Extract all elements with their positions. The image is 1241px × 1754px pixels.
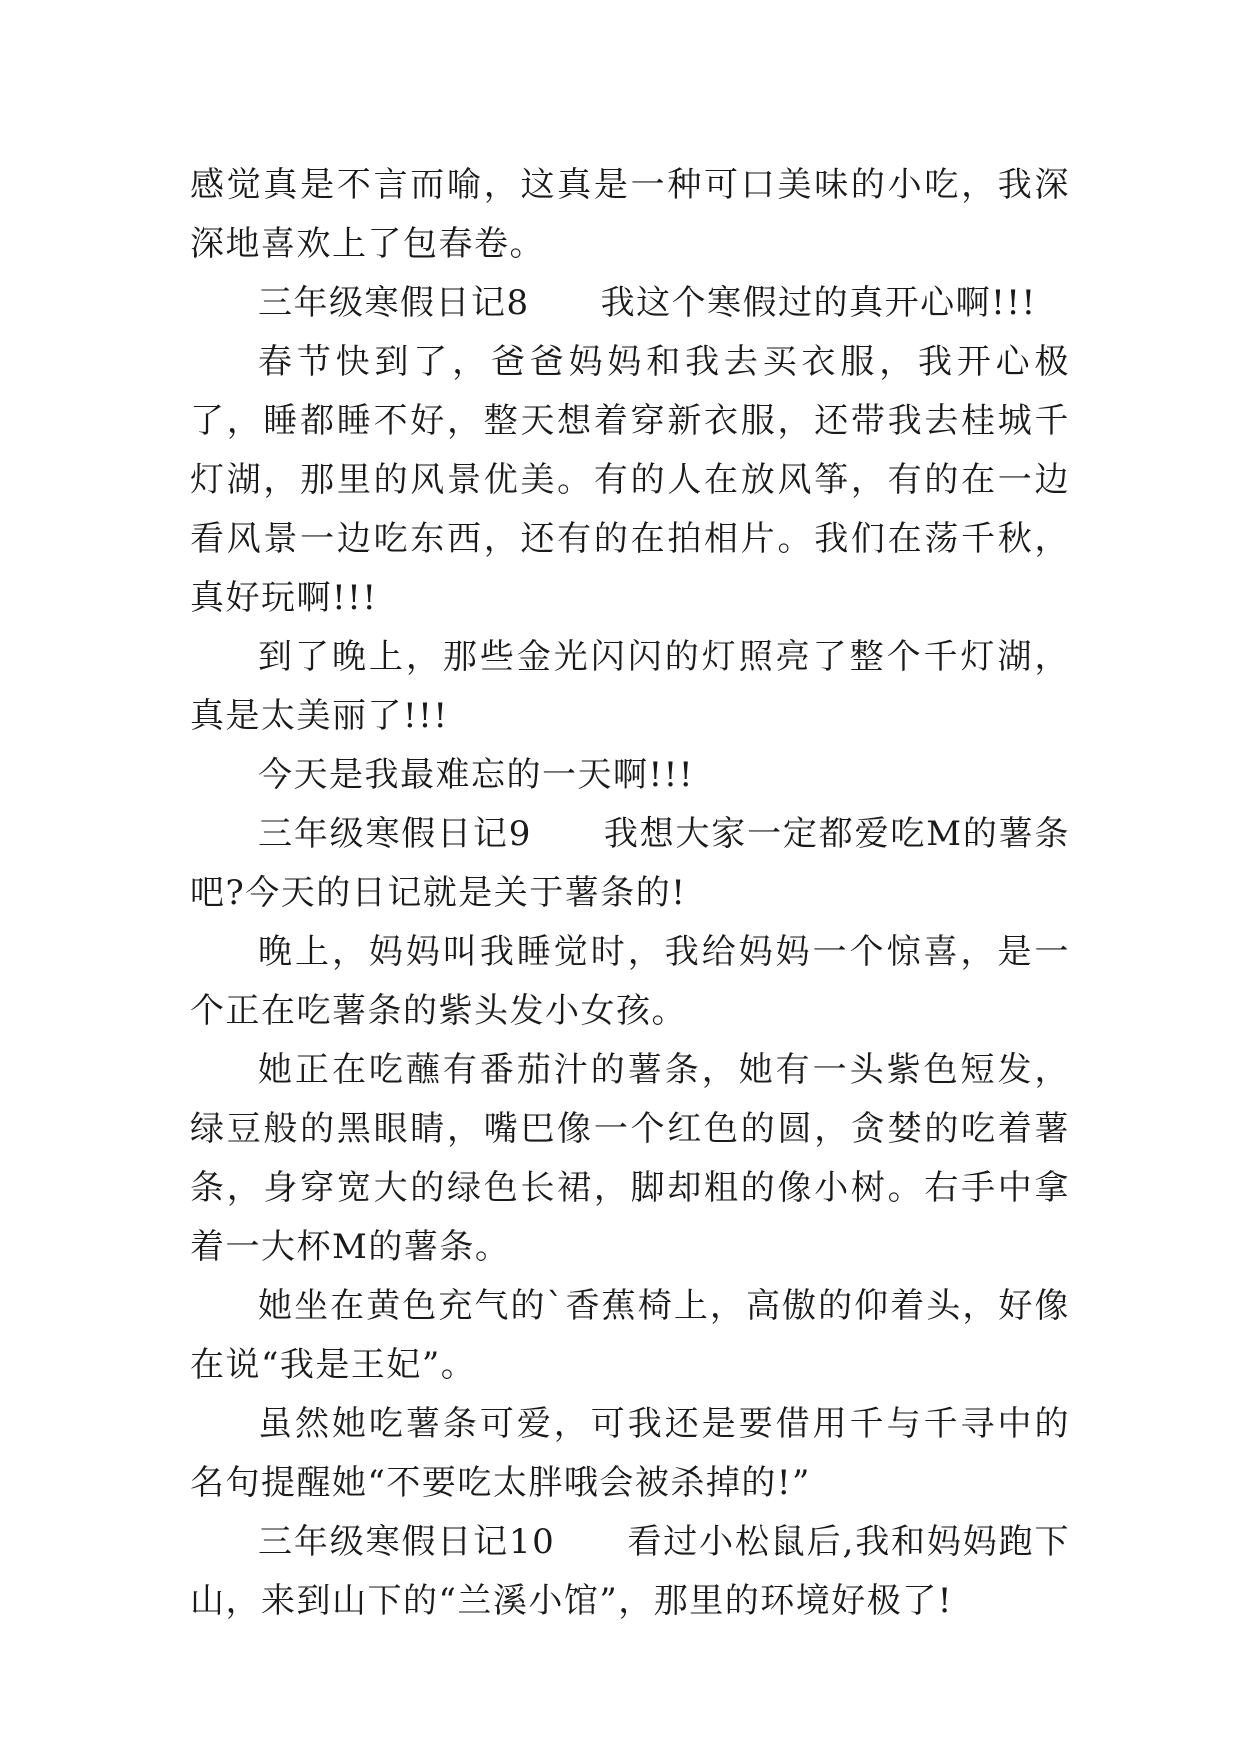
paragraph-diary-8-heading: 三年级寒假日记8 我这个寒假过的真开心啊!!! — [258, 283, 1037, 323]
document-body — [190, 156, 1070, 1631]
paragraph-diary-10-heading: 三年级寒假日记10 看过小松鼠后,我和妈妈跑下山，来到山下的“兰溪小馆”，那里的环境好极了! — [190, 1522, 1070, 1621]
paragraph-1: 感觉真是不言而喻，这真是一种可口美味的小吃，我深深地喜欢上了包春卷。 — [190, 165, 1070, 264]
paragraph-10: 虽然她吃薯条可爱，可我还是要借用千与千寻中的名句提醒她“不要吃太胖哦会被杀掉的!” — [190, 1404, 1070, 1503]
paragraph-7: 晚上，妈妈叫我睡觉时，我给妈妈一个惊喜，是一个正在吃薯条的紫头发小女孩。 — [190, 932, 1070, 1031]
paragraph-8: 她正在吃蘸有番茄汁的薯条，她有一头紫色短发，绿豆般的黑眼睛，嘴巴像一个红色的圆，贪婪的吃着薯条，身穿宽大的绿色长裙，脚却粗的像小树。右手中拿着一大杯M的薯条。 — [190, 1050, 1070, 1267]
paragraph-5: 今天是我最难忘的一天啊!!! — [258, 755, 694, 795]
paragraph-9: 她坐在黄色充气的`香蕉椅上，高傲的仰着头，好像在说“我是王妃”。 — [190, 1286, 1070, 1385]
paragraph-3: 春节快到了，爸爸妈妈和我去买衣服，我开心极了，睡都睡不好，整天想着穿新衣服，还带我去桂城千灯湖，那里的风景优美。有的人在放风筝，有的在一边看风景一边吃东西，还有的在拍相片。我们在荡千秋，真好玩啊!!! — [190, 342, 1070, 618]
paragraph-diary-9-heading: 三年级寒假日记9 我想大家一定都爱吃M的薯条吧?今天的日记就是关于薯条的! — [190, 814, 1070, 913]
paragraph-4: 到了晚上，那些金光闪闪的灯照亮了整个千灯湖，真是太美丽了!!! — [190, 637, 1070, 736]
